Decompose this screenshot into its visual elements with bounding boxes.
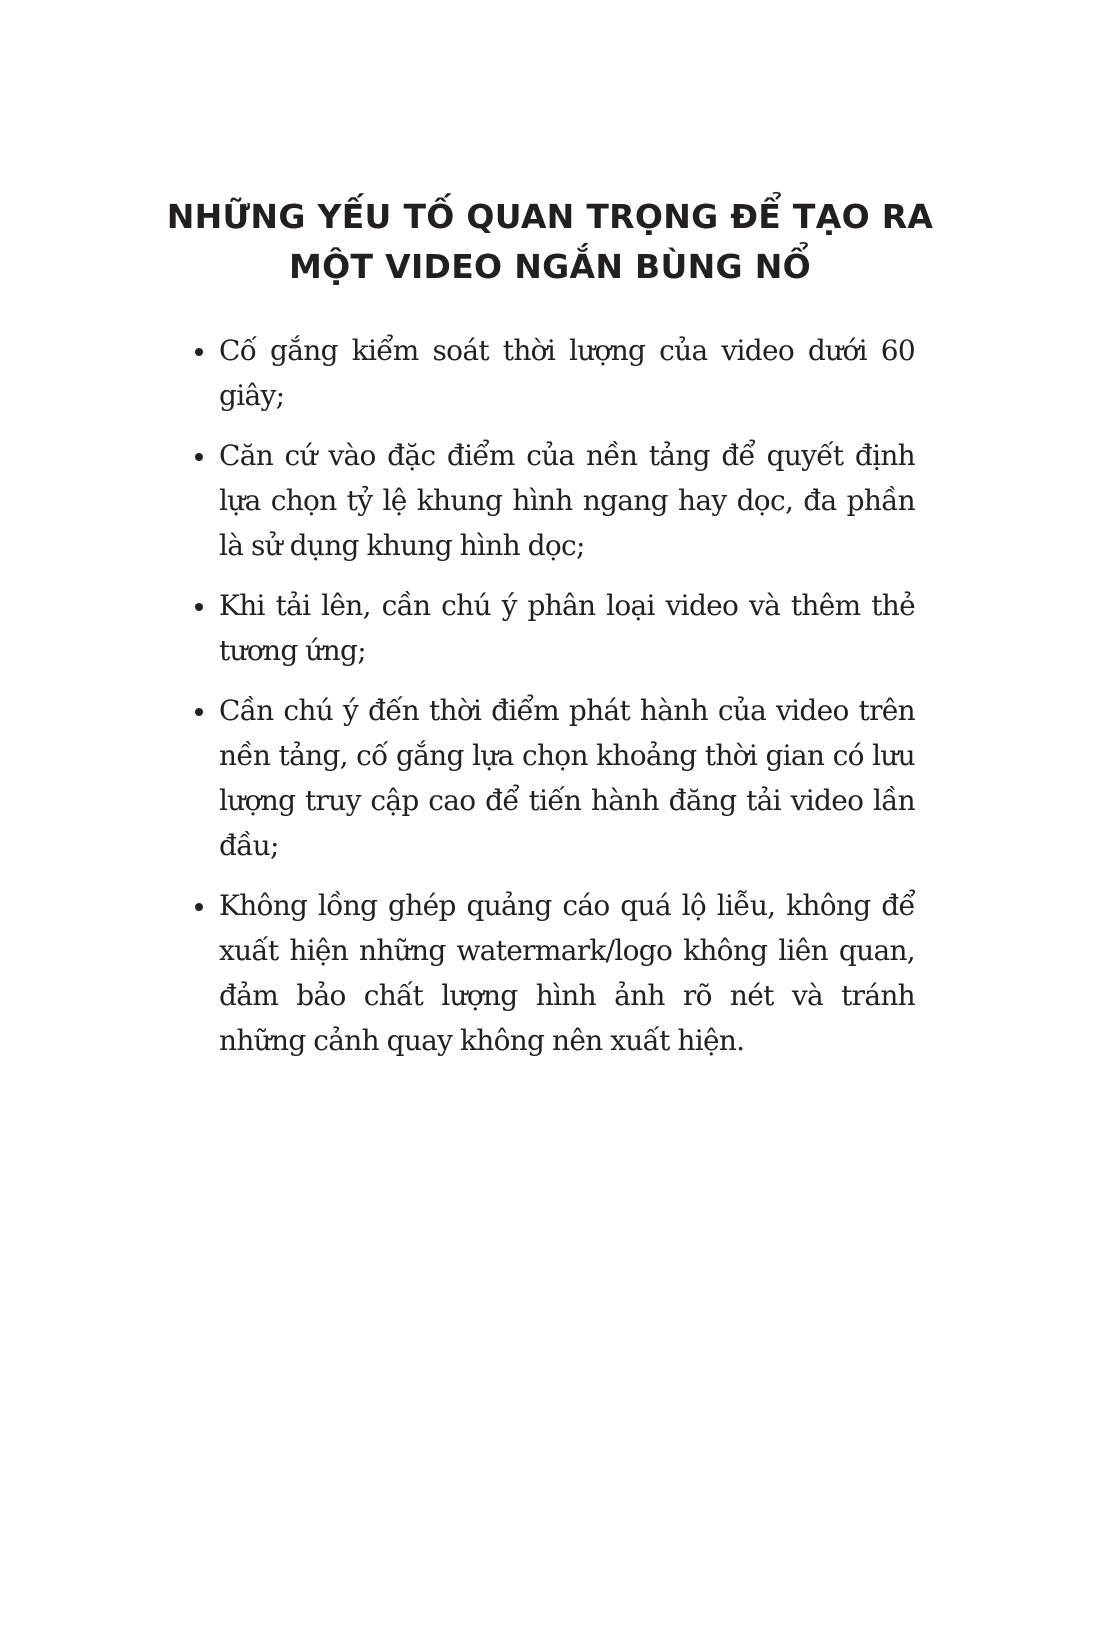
- bullet-list: [195, 328, 915, 1078]
- list-item-text: Khi tải lên, cần chú ý phân loại video và thêm thẻ tương ứng;: [219, 589, 915, 667]
- section-heading: [150, 192, 950, 292]
- list-item-text: Không lồng ghép quảng cáo quá lộ liễu, không để xuất hiện những watermark/logo không liên quan, đảm bảo chất lượng hình ảnh rõ nét và tránh những cảnh quay không nên xuất hiện.: [219, 889, 915, 1057]
- list-item-text: Cần chú ý đến thời điểm phát hành của video trên nền tảng, cố gắng lựa chọn khoảng thời gian có lưu lượng truy cập cao để tiến hành đăng tải video lần đầu;: [219, 694, 915, 862]
- bullet-dot-icon: [195, 453, 203, 461]
- list-item: [195, 583, 915, 673]
- list-item: [195, 433, 915, 568]
- bullet-dot-icon: [195, 603, 203, 611]
- bullet-dot-icon: [195, 903, 203, 911]
- heading-line-2: MỘT VIDEO NGẮN BÙNG NỔ: [289, 247, 811, 287]
- list-item-text: Cố gắng kiểm soát thời lượng của video dưới 60 giây;: [219, 334, 915, 412]
- bullet-dot-icon: [195, 708, 203, 716]
- heading-line-1: NHỮNG YẾU TỐ QUAN TRỌNG ĐỂ TẠO RA: [166, 197, 934, 237]
- list-item: [195, 883, 915, 1063]
- list-item: [195, 328, 915, 418]
- list-item: [195, 688, 915, 868]
- list-item-text: Căn cứ vào đặc điểm của nền tảng để quyết định lựa chọn tỷ lệ khung hình ngang hay dọc, đa phần là sử dụng khung hình dọc;: [219, 439, 915, 562]
- bullet-dot-icon: [195, 348, 203, 356]
